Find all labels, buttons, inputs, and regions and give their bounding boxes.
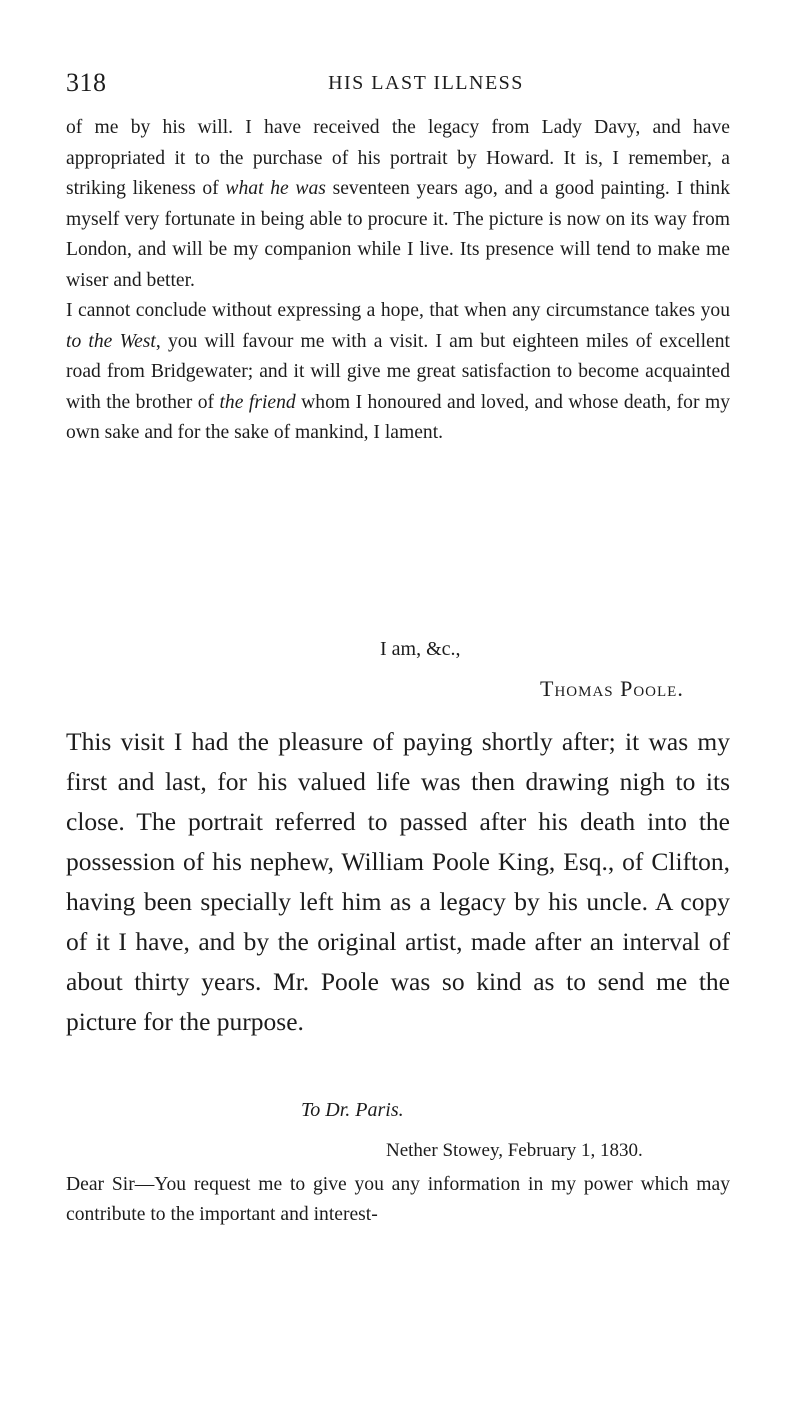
text-run: Davy, and have appropriated it to the purchase of his portrait (66, 117, 730, 169)
second-letter-opening: Dear Sir—You request me to give you any information in my power which may contribute to the important and interest- (66, 1174, 730, 1225)
narrative-paragraph (66, 722, 730, 1042)
page-number: 318 (66, 68, 107, 97)
text-run: whom I honoured and loved, and whose death, for my own sake and for the sake of mankind, I lament. (66, 391, 730, 443)
letter-body (66, 113, 730, 449)
page-header (66, 68, 726, 108)
letter-dateline: Nether Stowey, February 1, 1830. (386, 1140, 643, 1161)
text-run: seventeen years ago, and a good painting. I think myself very fortunate in being able to procure it. The picture is now on its way from London, and will be my companion while I live. Its presence will tend to make me wiser and better. (66, 178, 731, 291)
italic-run: to the West (66, 330, 156, 352)
running-head: HIS LAST ILLNESS (328, 72, 524, 94)
letter-addressee: To Dr. Paris. (301, 1099, 404, 1121)
text-run: I cannot conclude without expressing a hope, that when any circumstance takes you (66, 300, 730, 321)
narrative-text: This visit I had the pleasure of paying shortly after; it was my first and last, for his valued life was then drawing nigh to its close. The portrait referred to passed after his death into the possession of his nephew, William Poole King, Esq., of Clifton, having been specially left him as a legacy by his uncle. A copy of it I have, and by the original artist, made after an interval of about thirty years. Mr. Poole was so kind as to send me the picture for the purpose. (66, 727, 730, 1036)
letter-closing: I am, &c., (380, 638, 461, 660)
letter-paragraph-2 (66, 296, 730, 449)
text-run: by Howard. It is, I remember, a striking likeness of (66, 147, 730, 199)
italic-run: the friend (219, 391, 296, 413)
letter-paragraph-1 (66, 113, 730, 296)
text-run: , you will favour me with a visit. I am but eighteen miles of excellent road from Bridgewater; and it will give me great satisfaction to become acquainted with the brother of (66, 330, 730, 413)
second-letter-body (66, 1170, 730, 1230)
italic-run: what he was (225, 178, 326, 199)
letter-signature: Thomas Poole. (540, 676, 684, 701)
text-run: of me by his will. I have received the legacy from Lady (66, 117, 582, 138)
